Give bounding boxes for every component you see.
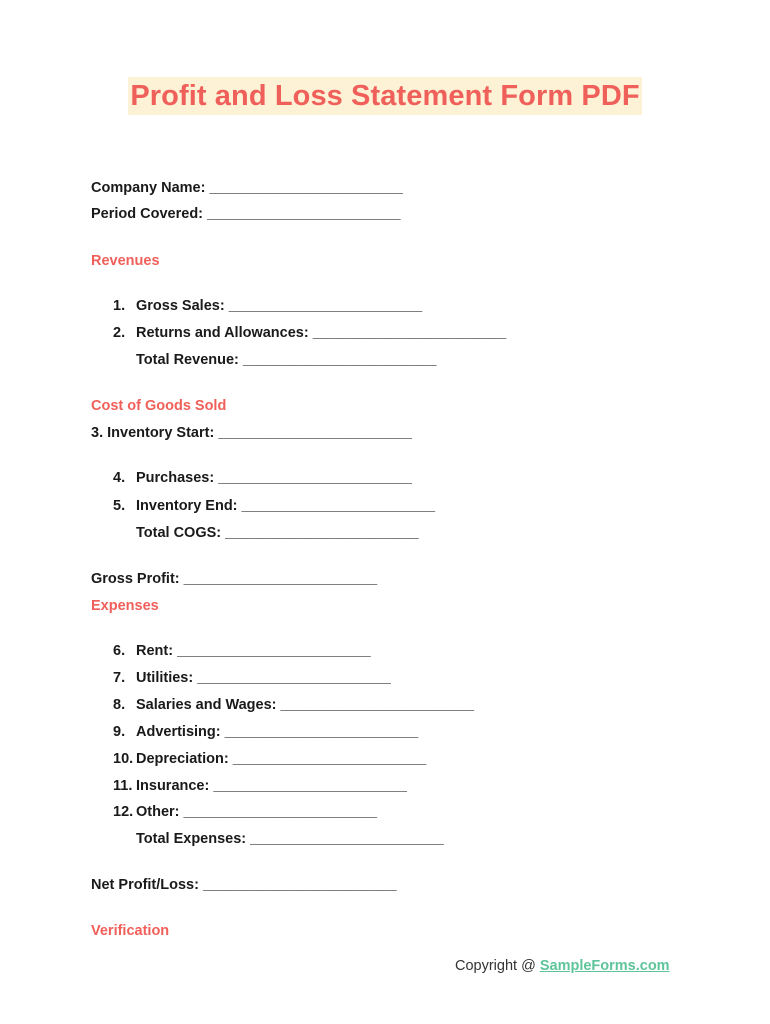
rent-field	[113, 642, 371, 660]
period-covered-label: Period Covered:	[91, 206, 203, 222]
total-expenses-blank[interactable]: ________________________	[250, 831, 444, 847]
depreciation-field	[113, 750, 426, 768]
gross-sales-label: Gross Sales:	[136, 298, 225, 314]
inventory-end-label: Inventory End:	[136, 498, 238, 514]
page-title: Profit and Loss Statement Form PDF	[128, 77, 641, 115]
item-number: 6.	[113, 643, 126, 659]
item-number: 10.	[113, 751, 134, 767]
section-cogs: Cost of Goods Sold	[91, 398, 227, 414]
gross-sales-blank[interactable]: ________________________	[228, 298, 423, 314]
advertising-label: Advertising:	[136, 724, 221, 740]
total-revenue-field	[136, 351, 436, 369]
purchases-blank[interactable]: ________________________	[218, 470, 412, 486]
net-profit-field	[91, 876, 397, 894]
utilities-label: Utilities:	[136, 670, 194, 686]
section-revenues: Revenues	[91, 253, 160, 269]
other-label: Other:	[136, 804, 180, 820]
other-field	[113, 803, 377, 821]
advertising-field	[113, 723, 418, 741]
total-cogs-blank[interactable]: ________________________	[225, 525, 419, 541]
depreciation-blank[interactable]: ________________________	[232, 751, 427, 767]
utilities-field	[113, 669, 391, 687]
total-expenses-field	[136, 830, 444, 848]
salaries-wages-blank[interactable]: ________________________	[280, 697, 475, 713]
item-number: 9.	[113, 724, 126, 740]
item-number: 2.	[113, 325, 126, 341]
total-cogs-field	[136, 524, 419, 542]
advertising-blank[interactable]: ________________________	[224, 724, 419, 740]
rent-label: Rent:	[136, 643, 174, 659]
returns-allowances-blank[interactable]: ________________________	[312, 325, 507, 341]
item-number: 8.	[113, 697, 126, 713]
total-revenue-label: Total Revenue:	[136, 352, 239, 368]
copyright-footer	[455, 958, 670, 974]
item-number: 1.	[113, 298, 126, 314]
item-number: 12.	[113, 804, 134, 820]
item-number: 7.	[113, 670, 126, 686]
inventory-end-blank[interactable]: ________________________	[241, 498, 436, 514]
other-blank[interactable]: ________________________	[183, 804, 378, 820]
title-wrap	[0, 77, 770, 115]
salaries-wages-label: Salaries and Wages:	[136, 697, 277, 713]
insurance-field	[113, 777, 407, 795]
company-name-field	[91, 179, 403, 197]
returns-allowances-label: Returns and Allowances:	[136, 325, 309, 341]
company-name-blank[interactable]: ________________________	[209, 180, 403, 196]
period-covered-field	[91, 205, 401, 223]
item-number: 5.	[113, 498, 126, 514]
utilities-blank[interactable]: ________________________	[197, 670, 391, 686]
depreciation-label: Depreciation:	[136, 751, 229, 767]
insurance-blank[interactable]: ________________________	[213, 778, 407, 794]
rent-blank[interactable]: ________________________	[177, 643, 371, 659]
inventory-start-label: 3. Inventory Start:	[91, 425, 215, 441]
gross-profit-field	[91, 570, 377, 588]
copyright-prefix: Copyright @	[455, 958, 540, 974]
inventory-start-field	[91, 424, 412, 442]
inventory-end-field	[113, 497, 435, 515]
item-number: 4.	[113, 470, 126, 486]
gross-profit-label: Gross Profit:	[91, 571, 180, 587]
returns-allowances-field	[113, 324, 506, 342]
brand-link[interactable]: SampleForms.com	[539, 958, 670, 974]
purchases-field	[113, 469, 412, 487]
company-name-label: Company Name:	[91, 180, 206, 196]
net-profit-label: Net Profit/Loss:	[91, 877, 199, 893]
total-cogs-label: Total COGS:	[136, 525, 222, 541]
section-verification: Verification	[91, 923, 170, 939]
section-expenses: Expenses	[91, 598, 159, 614]
period-covered-blank[interactable]: ________________________	[207, 206, 401, 222]
gross-sales-field	[113, 297, 422, 315]
purchases-label: Purchases:	[136, 470, 215, 486]
total-expenses-label: Total Expenses:	[136, 831, 247, 847]
insurance-label: Insurance:	[136, 778, 210, 794]
salaries-wages-field	[113, 696, 474, 714]
net-profit-blank[interactable]: ________________________	[202, 877, 397, 893]
total-revenue-blank[interactable]: ________________________	[242, 352, 437, 368]
gross-profit-blank[interactable]: ________________________	[183, 571, 378, 587]
item-number: 11.	[113, 778, 133, 794]
inventory-start-blank[interactable]: ________________________	[218, 425, 412, 441]
